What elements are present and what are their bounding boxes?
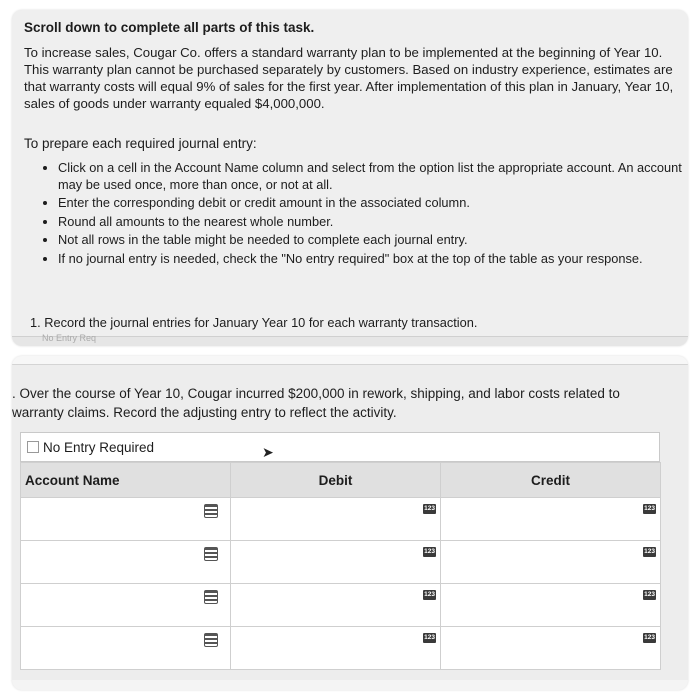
- table-row: [21, 584, 661, 627]
- numeric-input-icon: 123: [424, 634, 435, 641]
- table-row: [21, 498, 661, 541]
- no-entry-required-checkbox[interactable]: [27, 441, 39, 453]
- account-name-cell[interactable]: [21, 541, 231, 584]
- credit-header: Credit: [441, 463, 661, 498]
- table-row: [21, 541, 661, 584]
- scroll-note: Scroll down to complete all parts of this task.: [24, 20, 315, 35]
- journal-entry-table: [20, 462, 661, 670]
- instruction-item: • If no journal entry is needed, check the "No entry required" box at the top of the table as your response.: [58, 251, 688, 268]
- cut-off-bottom-edge: [12, 680, 688, 690]
- intro-paragraph: To increase sales, Cougar Co. offers a standard warranty plan to be implemented at the beginning of Year 10. This warranty plan cannot be purchased separately by customers. Based on industry experience, estimates are that warranty costs will equal 9% of sales for the first year. After implementation of this plan in January, Year 10, sales of goods under warranty equaled $4,000,000.: [24, 45, 674, 111]
- debit-cell[interactable]: [231, 498, 441, 541]
- numeric-input-icon: 123: [644, 634, 655, 641]
- list-icon[interactable]: [204, 504, 218, 518]
- debit-header: Debit: [231, 463, 441, 498]
- debit-cell[interactable]: [231, 627, 441, 670]
- instruction-list: [36, 160, 688, 269]
- list-icon[interactable]: [204, 590, 218, 604]
- cut-no-entry-label: No Entry Req: [42, 333, 97, 343]
- account-name-header: Account Name: [21, 463, 231, 498]
- instruction-item: • Not all rows in the table might be needed to complete each journal entry.: [58, 232, 688, 249]
- no-entry-required-row[interactable]: [20, 432, 660, 462]
- credit-cell[interactable]: [441, 584, 661, 627]
- table-row: [21, 627, 661, 670]
- account-name-cell[interactable]: [21, 584, 231, 627]
- part-1-question: 1. Record the journal entries for January Year 10 for each warranty transaction.: [30, 315, 478, 330]
- credit-cell[interactable]: [441, 498, 661, 541]
- instruction-item: • Click on a cell in the Account Name column and select from the option list the appropriate account. An account may be used once, more than once, or not at all.: [58, 160, 688, 193]
- instruction-item: • Enter the corresponding debit or credit amount in the associated column.: [58, 195, 688, 212]
- task-instructions-panel: [12, 10, 688, 346]
- journal-entry-panel: [12, 356, 688, 690]
- no-entry-required-label: No Entry Required: [43, 439, 155, 455]
- credit-cell[interactable]: [441, 627, 661, 670]
- numeric-input-icon: 123: [424, 505, 435, 512]
- credit-cell[interactable]: [441, 541, 661, 584]
- cut-off-top-edge: [12, 356, 688, 365]
- numeric-input-icon: 123: [424, 591, 435, 598]
- cut-off-table-edge: [12, 333, 688, 346]
- debit-cell[interactable]: [231, 584, 441, 627]
- debit-cell[interactable]: [231, 541, 441, 584]
- instruction-item: • Round all amounts to the nearest whole number.: [58, 214, 688, 231]
- numeric-input-icon: 123: [644, 505, 655, 512]
- account-name-cell[interactable]: [21, 498, 231, 541]
- numeric-input-icon: 123: [644, 591, 655, 598]
- account-name-cell[interactable]: [21, 627, 231, 670]
- part-2-question: . Over the course of Year 10, Cougar incurred $200,000 in rework, shipping, and labor costs related to warranty claims. Record the adjusting entry to reflect the activity.: [12, 386, 620, 420]
- numeric-input-icon: 123: [424, 548, 435, 555]
- prepare-heading: To prepare each required journal entry:: [24, 136, 257, 151]
- list-icon[interactable]: [204, 547, 218, 561]
- list-icon[interactable]: [204, 633, 218, 647]
- numeric-input-icon: 123: [644, 548, 655, 555]
- mouse-pointer-icon: ➤: [262, 444, 274, 460]
- table-header-row: [21, 463, 661, 498]
